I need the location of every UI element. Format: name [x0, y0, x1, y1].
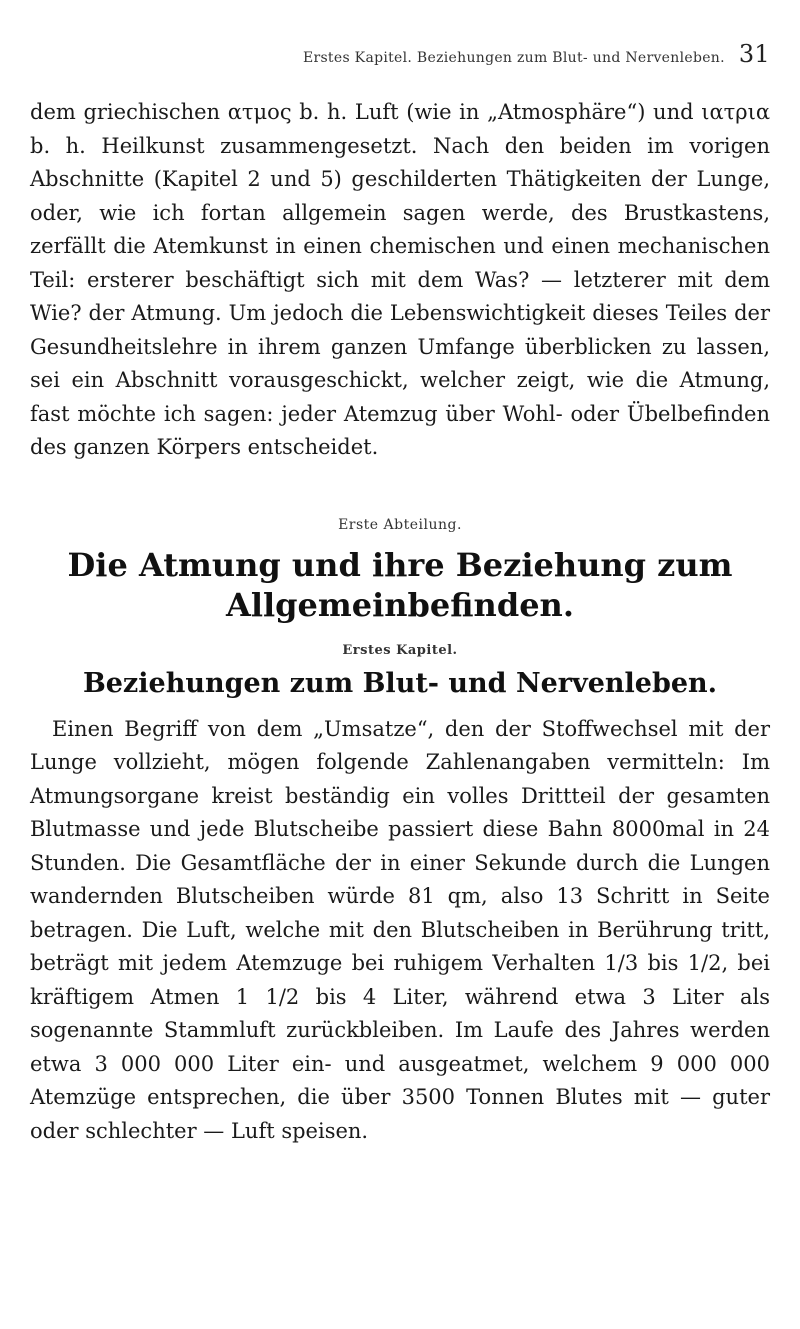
body-paragraph: Einen Begriff von dem „Umsatze“, den der Stoffwechsel mit der Lunge vollzieht, mögen folgende Zahlenangaben vermitteln: Im Atmungsorgane kreist beständig ein volles Drittteil der gesamten Blutmasse und jede Blutscheibe passiert diese Bahn 8000mal in 24 Stunden. Die Gesamtfläche der in einer Sekunde durch die Lungen wandernden Blutscheiben würde 81 qm, also 13 Schritt in Seite betragen. Die Luft, welche mit den Blutscheiben in Berührung tritt, beträgt mit jedem Atemzuge bei ruhigem Verhalten 1/3 bis 1/2, bei kräftigem Atmen 1 1/2 bis 4 Liter, während etwa 3 Liter als sogenannte Stammluft zurückbleiben. Im Laufe des Jahres werden etwa 3 000 000 Liter ein- und ausgeatmet, welchem 9 000 000 Atemzüge entsprechen, die über 3500 Tonnen Blutes mit — guter oder schlechter — Luft speisen. [30, 716, 770, 1143]
part-label: Erste Abteilung. [338, 516, 462, 533]
chapter-label: Erstes Kapitel. [342, 642, 458, 658]
part-title-line1: Die Atmung und ihre Beziehung zum [67, 545, 733, 584]
chapter-title: Beziehungen zum Blut- und Nervenleben. [82, 667, 718, 699]
part-title [30, 545, 770, 625]
running-head [30, 40, 770, 68]
part-title-line2: Allgemeinbefinden. [226, 585, 574, 624]
running-title: Erstes Kapitel. Beziehungen zum Blut- und Nervenleben. [302, 50, 725, 66]
page-number: 31 [738, 40, 770, 68]
intro-paragraph: dem griechischen ατμος b. h. Luft (wie in „Atmosphäre“) und ιατρια b. h. Heilkunst zusammengesetzt. Nach den beiden im vorigen Abschnitte (Kapitel 2 und 5) geschilderten Thätigkeiten der Lunge, oder, wie ich fortan allgemein sagen werde, des Brustkastens, zerfällt die Atemkunst in einen chemischen und einen mechanischen Teil: ersterer beschäftigt sich mit dem Was? — letzterer mit dem Wie? der Atmung. Um jedoch die Lebenswichtigkeit dieses Teiles der Gesundheitslehre in ihrem ganzen Umfange überblicken zu lassen, sei ein Abschnitt vorausgeschickt, welcher zeigt, wie die Atmung, fast möchte ich sagen: jeder Atemzug über Wohl- oder Übelbefinden des ganzen Körpers entscheidet. [30, 100, 770, 459]
book-page [30, 40, 770, 1148]
